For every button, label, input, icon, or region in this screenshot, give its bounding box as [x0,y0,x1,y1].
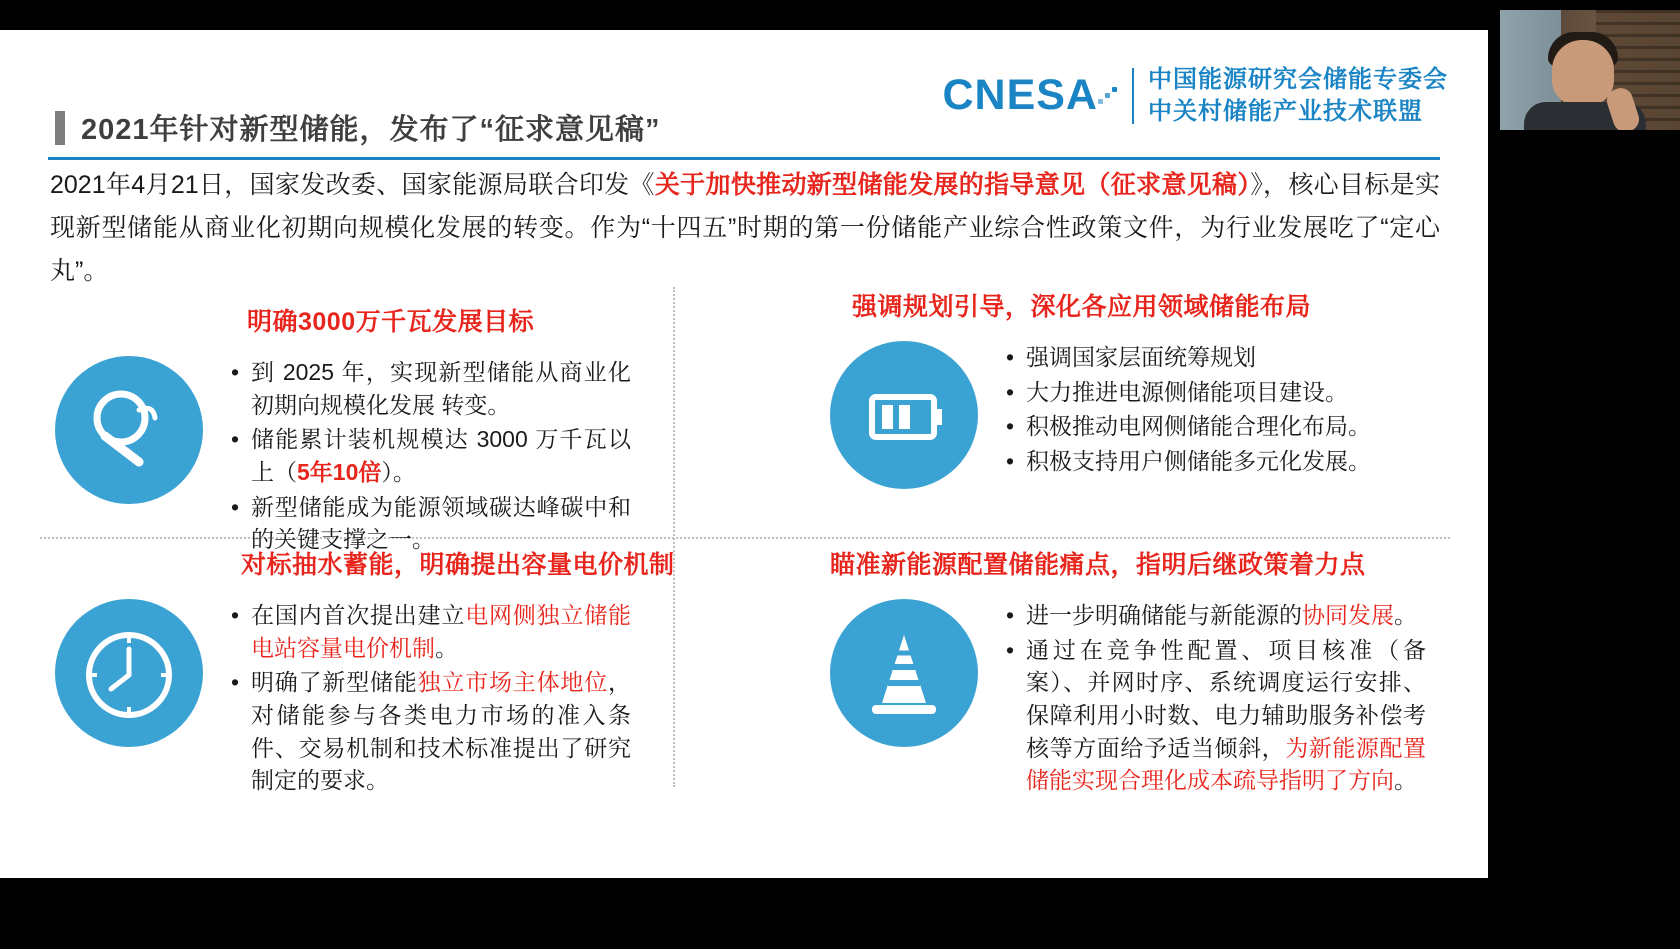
quadrant-3-bullets [231,599,631,799]
quadrant-2-heading: 强调规划引导，深化各应用领域储能布局 [852,293,1312,321]
list-item: • 在国内首次提出建立电网侧独立储能电站容量电价机制。 [231,602,632,661]
magnifier-glyph [55,356,203,504]
bullet-text: 强调国家层面统筹规划 [1026,344,1256,370]
cnesa-wordmark [942,71,1118,120]
bullet-text: 进一步明确储能与新能源的 [1026,602,1302,628]
list-item: • 储能累计装机规模达 3000 万千瓦以上（5年10倍）。 [231,426,631,485]
quadrant-4 [830,545,1490,799]
logo-chinese-name [1148,64,1448,127]
quadrant-2 [830,287,1490,489]
bullet-text: 通过在竞争性配置、项目核准（备案）、并网时序、系统调度运行安排、保障利用小时数、电力辅助服务补偿考核等方面给予适当倾斜， [1026,636,1426,761]
title-accent-bar [55,111,65,145]
battery-glyph [830,341,978,489]
logo-divider [1132,68,1134,124]
webcam-video-tile[interactable] [1500,10,1680,130]
list-item: • 大力推进电源侧储能项目建设。 [1006,376,1456,409]
quadrant-1 [55,302,715,558]
quadrant-4-bullets [1006,599,1426,799]
bullet-text-post: ，对储能参与各类电力市场的准入条件、交易机制和技术标准提出了研究制定的要求。 [251,669,632,794]
bullet-highlight: 独立市场主体地位 [417,669,609,696]
bullet-text-post: 。 [1394,602,1417,628]
speaker-face [1552,40,1614,106]
list-item: • 明确了新型储能独立市场主体地位，对储能参与各类电力市场的准入条件、交易机制和技术标准提出了研究制定的要求。 [231,669,632,794]
cone-icon [830,599,978,747]
quadrant-1-bullets [231,356,631,558]
bullet-text: 大力推进电源侧储能项目建设。 [1026,378,1348,405]
bullet-highlight: 电网侧独立储能电站容量电价机制 [251,602,632,661]
bullet-text: 在国内首次提出建立 [251,602,466,628]
bullet-text-post: 。 [435,634,458,661]
bullet-text: 积极推动电网侧储能合理化布局。 [1026,413,1371,440]
slide-top-bar [0,12,1488,30]
cnesa-logo [942,64,1448,127]
slide-title-text: 2021年针对新型储能，发布了“征求意见稿” [81,114,661,146]
logo-line-1: 中国能源研究会储能专委会 [1148,66,1448,93]
title-underline [48,157,1440,160]
intro-part-2: 》，核心目标是实现新型储能从商业化初期向规模化发展的转变。作为“十四五”时期的第一份储能产业综合性政策文件，为行业发展吃了“定心丸”。 [50,171,1440,285]
bullet-text: 储能累计装机规模达 3000 万千瓦以上（ [251,426,631,485]
bullet-text-post: 。 [1394,767,1417,794]
bullet-text: 明确了新型储能 [251,669,418,696]
intro-part-1: 2021年4月21日，国家发改委、国家能源局联合印发《 [50,171,655,199]
content-grid [40,287,1450,797]
intro-paragraph [50,164,1440,293]
presentation-slide [0,12,1488,878]
intro-highlight: 关于加快推动新型储能发展的指导意见（征求意见稿） [654,171,1251,199]
quadrant-1-heading: 明确3000万千瓦发展目标 [247,308,535,336]
clock-icon [55,599,203,747]
magnifier-icon [55,356,203,504]
clock-glyph [55,599,203,747]
battery-icon [830,341,978,489]
list-item: • 到 2025 年，实现新型储能从商业化初期向规模化发展 转变。 [231,359,631,418]
list-item: • 积极推动电网侧储能合理化布局。 [1006,410,1456,443]
bullet-highlight: 5年10倍 [297,458,382,485]
quadrant-3-heading: 对标抽水蓄能，明确提出容量电价机制 [241,551,675,579]
list-item: • 积极支持用户侧储能多元化发展。 [1006,445,1456,478]
list-item: • 新型储能成为能源领域碳达峰碳中和的关键支撑之一。 [231,493,631,553]
quadrant-3 [55,545,715,799]
logo-line-2: 中关村储能产业技术联盟 [1148,97,1423,125]
cnesa-text: CNESA [942,71,1098,120]
logo-dots-icon [1098,85,1118,111]
list-item: • 进一步明确储能与新能源的协同发展。 [1006,602,1417,628]
quadrant-4-heading: 瞄准新能源配置储能痛点，指明后继政策着力点 [830,551,1366,579]
list-item: • 强调国家层面统筹规划 [1006,341,1456,374]
bullet-highlight: 协同发展 [1302,602,1394,628]
bullet-text: 到 2025 年，实现新型储能从商业化初期向规模化发展 转变。 [251,359,631,418]
quadrant-2-bullets [1006,341,1456,480]
bullet-text: 新型储能成为能源领域碳达峰碳中和的关键支撑之一。 [251,493,631,553]
list-item: • 通过在竞争性配置、项目核准（备案）、并网时序、系统调度运行安排、保障利用小时数、电力辅助服务补偿考核等方面给予适当倾斜，为新能源配置储能实现合理化成本疏导指明了方向。 [1006,636,1426,794]
bullet-highlight: 为新能源配置储能实现合理化成本疏导指明了方向 [1026,734,1426,794]
page-title [55,107,661,148]
cone-glyph [830,599,978,747]
bullet-text-post: ）。 [381,458,416,485]
bullet-text: 积极支持用户侧储能多元化发展。 [1026,447,1371,474]
